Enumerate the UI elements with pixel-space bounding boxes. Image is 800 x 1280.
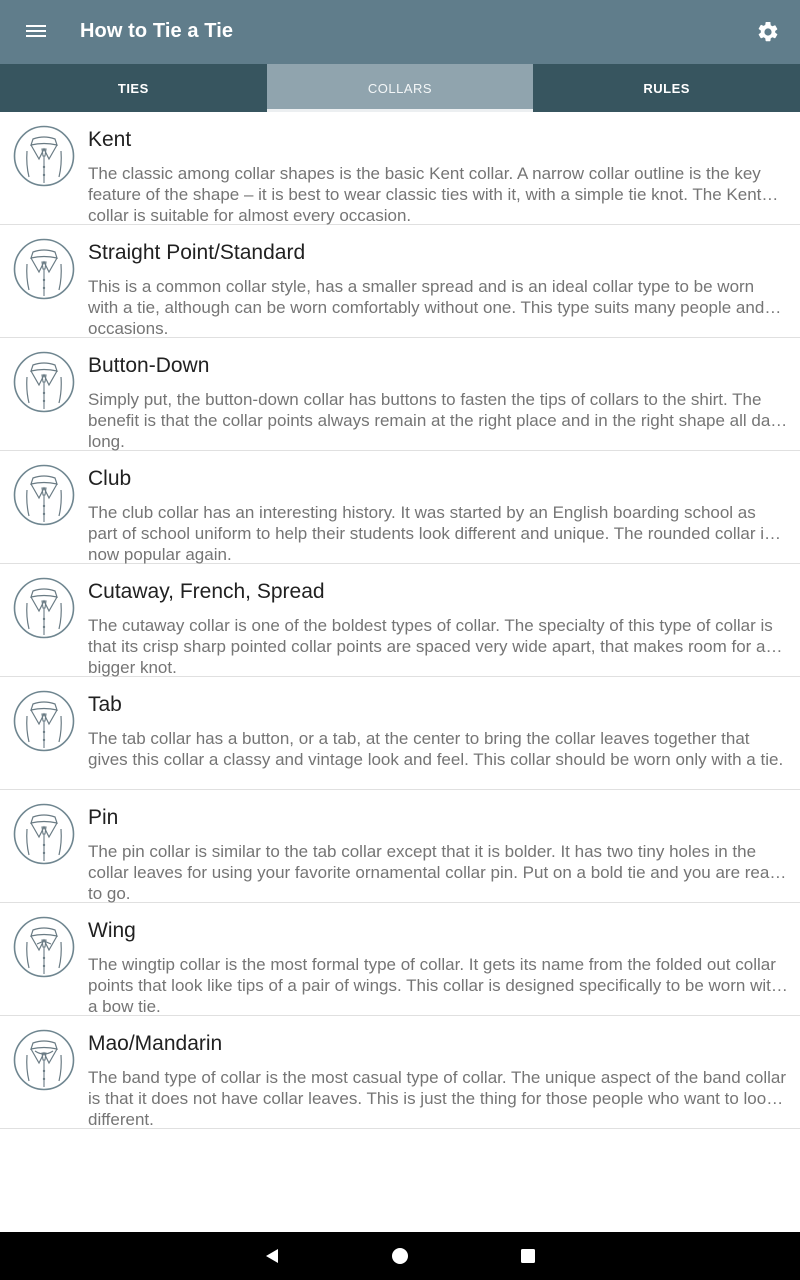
gear-icon[interactable] — [756, 20, 780, 44]
system-nav-bar — [0, 1232, 800, 1280]
app-bar — [0, 0, 800, 64]
collar-title: Straight Point/Standard — [88, 241, 306, 264]
collar-icon — [13, 351, 75, 413]
collar-description: This is a common collar style, has a smaller spread and is an ideal collar type to be worn with a tie, although can be worn comfortably without one. This type suits many people and occasions. — [88, 277, 765, 338]
collar-description: The classic among collar shapes is the basic Kent collar. A narrow collar outline is the key feature of the shape – it is best to wear classic ties with it, with a simple tie knot. The Kent collar is suitable for almost every occasion. — [88, 164, 762, 225]
collar-description: The tab collar has a button, or a tab, at the center to bring the collar leaves together that gives this collar a classy and vintage look and feel. This collar should be worn only with a tie. — [88, 729, 784, 769]
menu-icon[interactable] — [24, 22, 48, 42]
collar-icon — [13, 690, 75, 752]
list-item[interactable] — [0, 112, 800, 225]
tab-bar — [0, 64, 800, 112]
collar-title: Cutaway, French, Spread — [88, 580, 325, 603]
collar-description: The cutaway collar is one of the boldest types of collar. The specialty of this type of collar is that its crisp sharp pointed collar points are spaced very wide apart, that makes room for a bigger knot. — [88, 616, 773, 677]
collar-title: Mao/Mandarin — [88, 1032, 223, 1055]
collar-description: Simply put, the button-down collar has buttons to fasten the tips of collars to the shirt. The benefit is that the collar points always remain at the right place and in the right shape all day long. — [88, 390, 779, 451]
collar-icon — [13, 1029, 75, 1091]
collar-description: The band type of collar is the most casual type of collar. The unique aspect of the band collar is that it does not have collar leaves. This is just the thing for those people who want to look different. — [88, 1068, 787, 1129]
collar-description: The wingtip collar is the most formal type of collar. It gets its name from the folded out collar points that look like tips of a pair of wings. This collar is designed specifically to be worn with a bow tie. — [88, 955, 781, 1016]
collar-icon — [13, 916, 75, 978]
collar-description: The club collar has an interesting history. It was started by an English boarding school as part of school uniform to help their students look different and unique. The rounded collar is now popular again. — [88, 503, 773, 564]
collar-icon — [13, 238, 75, 300]
collar-title: Pin — [88, 806, 119, 829]
collar-title: Club — [88, 467, 132, 490]
list-item[interactable] — [0, 903, 800, 1016]
list-item[interactable] — [0, 225, 800, 338]
back-icon[interactable] — [262, 1246, 282, 1266]
recents-icon[interactable] — [518, 1246, 538, 1266]
list-item[interactable] — [0, 451, 800, 564]
collar-title: Wing — [88, 919, 136, 942]
list-item[interactable] — [0, 338, 800, 451]
tab-rules[interactable]: RULES — [643, 80, 690, 96]
collar-title: Kent — [88, 128, 132, 151]
collar-icon — [13, 464, 75, 526]
collar-icon — [13, 803, 75, 865]
collar-list — [0, 112, 800, 1129]
tab-ties[interactable]: TIES — [117, 80, 149, 96]
collar-icon — [13, 125, 75, 187]
collar-description: The pin collar is similar to the tab collar except that it is bolder. It has two tiny holes in the collar leaves for using your favorite ornamental collar pin. Put on a bold tie and you are ready to go. — [88, 842, 788, 903]
list-item[interactable] — [0, 790, 800, 903]
home-icon[interactable] — [390, 1246, 410, 1266]
collar-icon — [13, 577, 75, 639]
app-title: How to Tie a Tie — [80, 20, 234, 42]
collar-title: Tab — [88, 693, 122, 716]
list-item[interactable] — [0, 1016, 800, 1129]
list-item[interactable] — [0, 677, 800, 790]
tab-collars[interactable]: COLLARS — [267, 64, 534, 112]
list-item[interactable] — [0, 564, 800, 677]
collar-title: Button-Down — [88, 354, 210, 377]
